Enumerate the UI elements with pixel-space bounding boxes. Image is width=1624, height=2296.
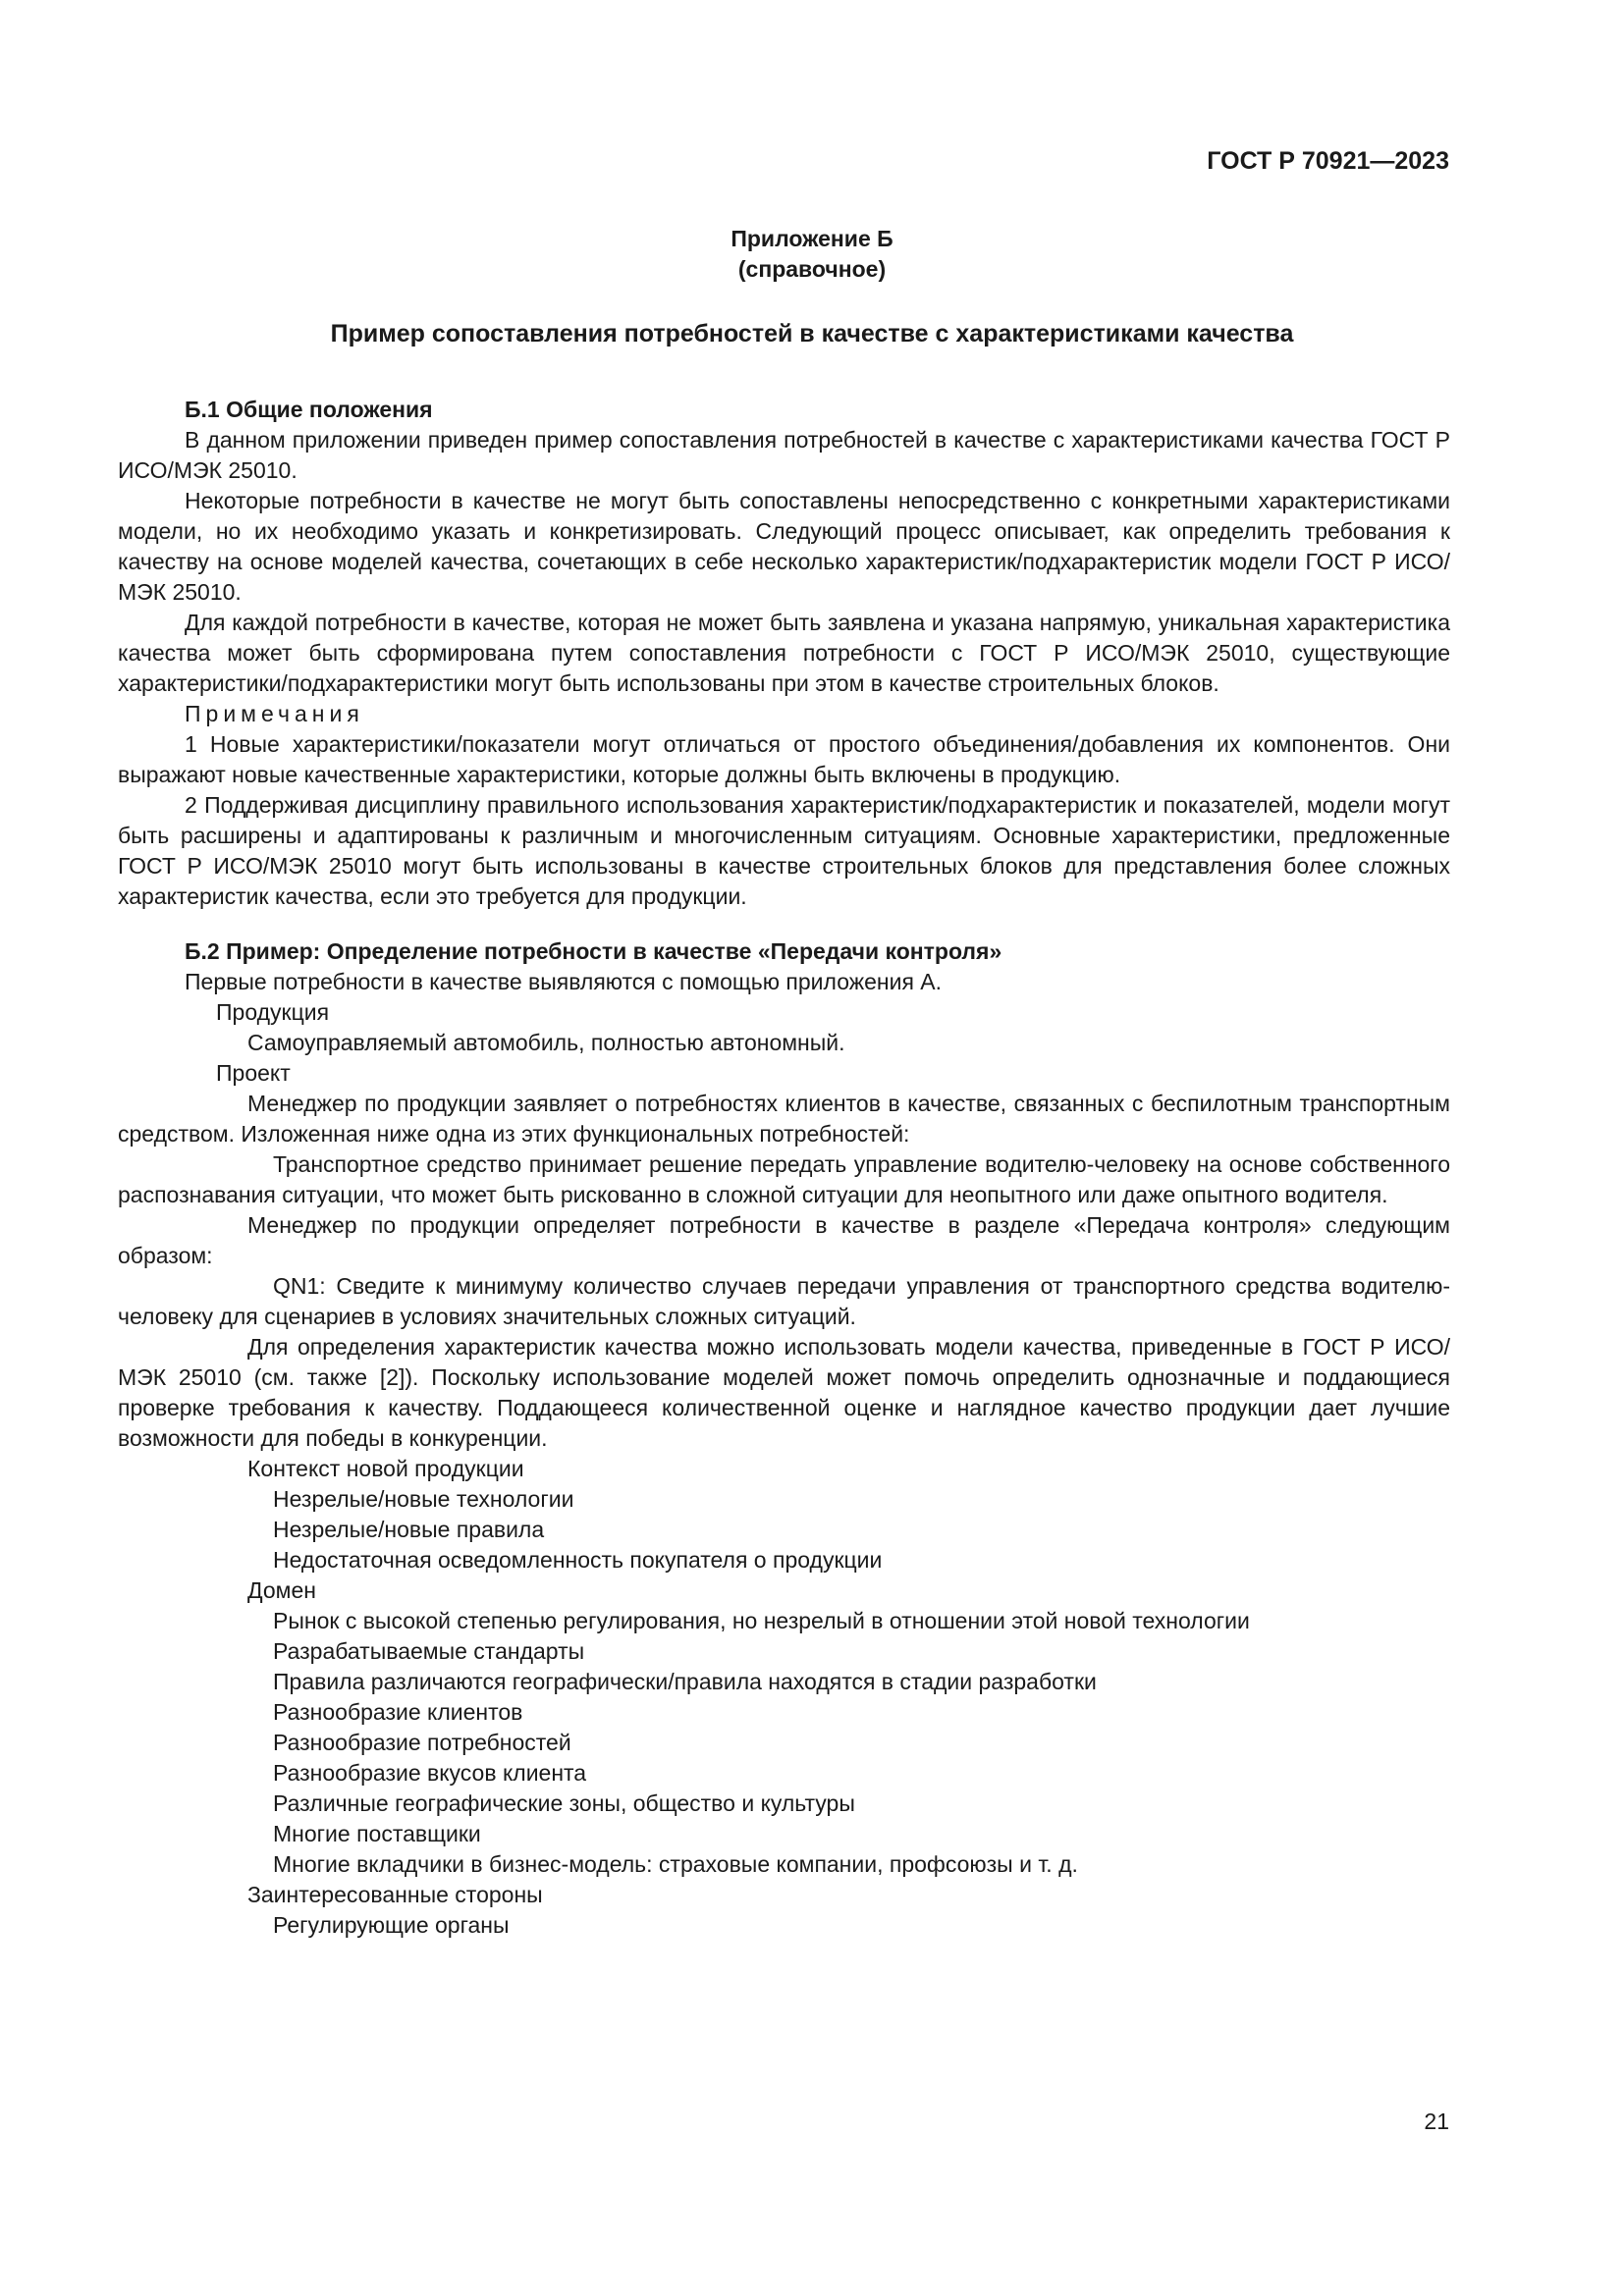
annex-main-title: Пример сопоставления потребностей в качестве с характеристиками качества xyxy=(330,320,1294,347)
b1-paragraph: В данном приложении приведен пример сопоставления потребностей в качестве с характеристиками качества ГОСТ Р ИСО/МЭК 25010. xyxy=(118,427,1450,483)
context-label: Контекст новой продукции xyxy=(247,1456,524,1481)
list-item: Разрабатываемые стандарты xyxy=(273,1638,585,1664)
document-body xyxy=(118,395,1450,1941)
page-number: 21 xyxy=(1424,2109,1449,2134)
section-b2-heading: Б.2 Пример: Определение потребности в качестве «Передачи контроля» xyxy=(185,938,1002,964)
b1-paragraph: Некоторые потребности в качестве не могут быть сопоставлены непосредственно с конкретными характеристиками модели, но их необходимо указать и конкретизировать. Следующий процесс описывает, как определить требования к качеству на основе моделей качества, сочетающих в себе несколько характеристик/подхарактеристик модели ГОСТ Р ИСО/МЭК 25010. xyxy=(118,488,1450,605)
b1-paragraph: Для каждой потребности в качестве, которая не может быть заявлена и указана напрямую, уникальная характеристика качества может быть сформирована путем сопоставления потребности с ГОСТ Р ИСО/МЭК 25010, существующие характеристики/подхарактеристики могут быть использованы при этом в качестве строительных блоков. xyxy=(118,610,1450,696)
product-label: Продукция xyxy=(216,999,330,1025)
note-item: 1 Новые характеристики/показатели могут отличаться от простого объединения/добавления их компонентов. Они выражают новые качественные характеристики, которые должны быть включены в продукцию. xyxy=(118,731,1450,787)
annex-type: (справочное) xyxy=(737,256,887,282)
list-item: Правила различаются географически/правила находятся в стадии разработки xyxy=(273,1669,1097,1694)
list-item: Незрелые/новые технологии xyxy=(273,1486,574,1512)
notes-heading: Примечания xyxy=(185,701,364,726)
list-item: Недостаточная осведомленность покупателя о продукции xyxy=(273,1547,883,1573)
stakeholders-label: Заинтересованные стороны xyxy=(247,1882,543,1907)
list-item: Разнообразие вкусов клиента xyxy=(273,1760,587,1786)
list-item: Многие поставщики xyxy=(273,1821,481,1846)
standard-code: ГОСТ Р 70921—2023 xyxy=(1207,147,1449,175)
models-text: Для определения характеристик качества можно использовать модели качества, приведенные в ГОСТ Р ИСО/МЭК 25010 (см. также [2]). Поскольку использование моделей может помочь определить однозначные и поддающиеся проверке требования к качеству. Поддающееся количественной оценке и наглядное качество продукции дает лучшие возможности для победы в конкуренции. xyxy=(118,1334,1450,1451)
product-value: Самоуправляемый автомобиль, полностью автономный. xyxy=(247,1030,845,1055)
project-label: Проект xyxy=(216,1060,291,1086)
b2-intro: Первые потребности в качестве выявляются с помощью приложения А. xyxy=(185,969,943,994)
project-text: Менеджер по продукции заявляет о потребностях клиентов в качестве, связанных с беспилотным транспортным средством. Изложенная ниже одна из этих функциональных потребностей: xyxy=(118,1091,1450,1147)
note-item: 2 Поддерживая дисциплину правильного использования характеристик/подхарактеристик и показателей, модели могут быть расширены и адаптированы к различным и многочисленным ситуациям. Основные характеристики, предложенные ГОСТ Р ИСО/МЭК 25010 могут быть использованы в качестве строительных блоков для представления более сложных характеристик качества, если это требуется для продукции. xyxy=(118,792,1450,909)
section-b1-heading: Б.1 Общие положения xyxy=(185,397,433,422)
list-item: Незрелые/новые правила xyxy=(273,1517,545,1542)
list-item: Разнообразие потребностей xyxy=(273,1730,571,1755)
list-item: Многие вкладчики в бизнес-модель: страховые компании, профсоюзы и т. д. xyxy=(273,1851,1078,1877)
list-item: Разнообразие клиентов xyxy=(273,1699,523,1725)
manager-text: Менеджер по продукции определяет потребности в качестве в разделе «Передача контроля» следующим образом: xyxy=(118,1212,1450,1268)
domain-label: Домен xyxy=(247,1577,316,1603)
list-item: Рынок с высокой степенью регулирования, но незрелый в отношении этой новой технологии xyxy=(273,1608,1250,1633)
need-text: Транспортное средство принимает решение передать управление водителю-человеку на основе собственного распознавания ситуации, что может быть рискованно в сложной ситуации для неопытного или даже опытного водителя. xyxy=(118,1151,1450,1207)
list-item: Регулирующие органы xyxy=(273,1912,510,1938)
qn1-text: QN1: Сведите к минимуму количество случаев передачи управления от транспортного средства водителю-человеку для сценариев в условиях значительных сложных ситуаций. xyxy=(118,1273,1450,1329)
annex-title: Приложение Б xyxy=(731,226,893,251)
list-item: Различные географические зоны, общество и культуры xyxy=(273,1790,855,1816)
